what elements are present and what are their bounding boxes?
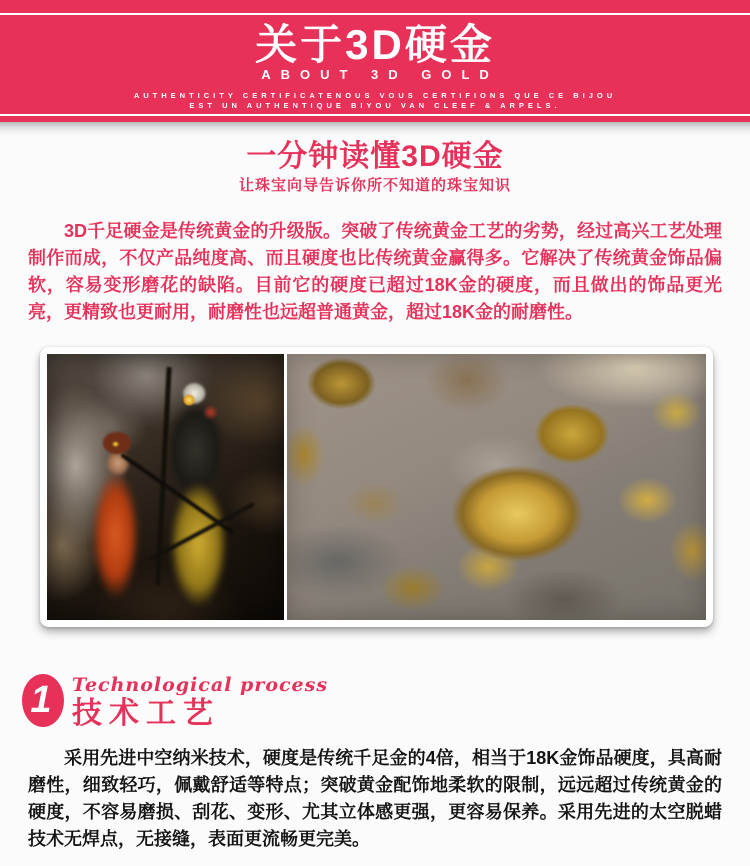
miners-in-mine-photo [47,354,284,620]
section-number-badge [22,674,64,727]
banner-tagline-line2: EST UN AUTHENTIQUE BIYOU VAN CLEEF & ARPELS. [189,100,561,110]
banner-drop-shadow [0,122,750,136]
mining-photo-card [40,347,713,627]
intro-subtitle: 让珠宝向导告诉你所不知道的珠宝知识 [238,177,511,194]
gold-ore-photo [287,354,706,620]
banner-tagline [0,91,750,110]
cave-vignette [47,354,284,620]
process-section [0,674,750,853]
banner-subtitle-en: ABOUT 3D GOLD [261,67,499,82]
intro-section [0,140,750,326]
banner-bottom-line [0,114,750,116]
section-number: 1 [30,679,52,721]
process-subtitle-en: Technological process [72,674,329,696]
banner-title: 关于3D硬金 [255,21,495,68]
mining-photo [47,354,706,620]
intro-title: 一分钟读懂3D硬金 [246,140,504,173]
header-banner [0,0,750,122]
intro-paragraph: 3D千足硬金是传统黄金的升级版。突破了传统黄金工艺的劣势，经过高兴工艺处理制作而成，不仅产品纯度高、而且硬度也比传统黄金赢得多。它解决了传统黄金饰品偏软，容易变形磨花的缺陷。目前它的硬度已超过18K金的硬度，而且做出的饰品更光亮，更精致也更耐用，耐磨性也远超普通黄金，超过18K金的耐磨性。 [28,221,722,322]
process-section-header [22,674,750,731]
process-title: 技术工艺 [72,697,220,730]
gold-ore-vignette [287,354,706,620]
process-paragraph: 采用先进中空纳米技术，硬度是传统千足金的4倍，相当于18K金饰品硬度，具高耐磨性，细致轻巧，佩戴舒适等特点；突破黄金配饰地柔软的限制，远远超过传统黄金的硬度，不容易磨损、刮花、变形、尤其立体感更强，更容易保养。采用先进的太空脱蜡技术无焊点，无接缝，表面更流畅更完美。 [28,748,722,849]
banner-tagline-line1: AUTHENTICITY CERTIFICATENOUS VOUS CERTIFIONS QUE CE BIJOU [133,91,617,100]
process-titles [72,674,328,730]
banner-top-line [0,13,750,15]
